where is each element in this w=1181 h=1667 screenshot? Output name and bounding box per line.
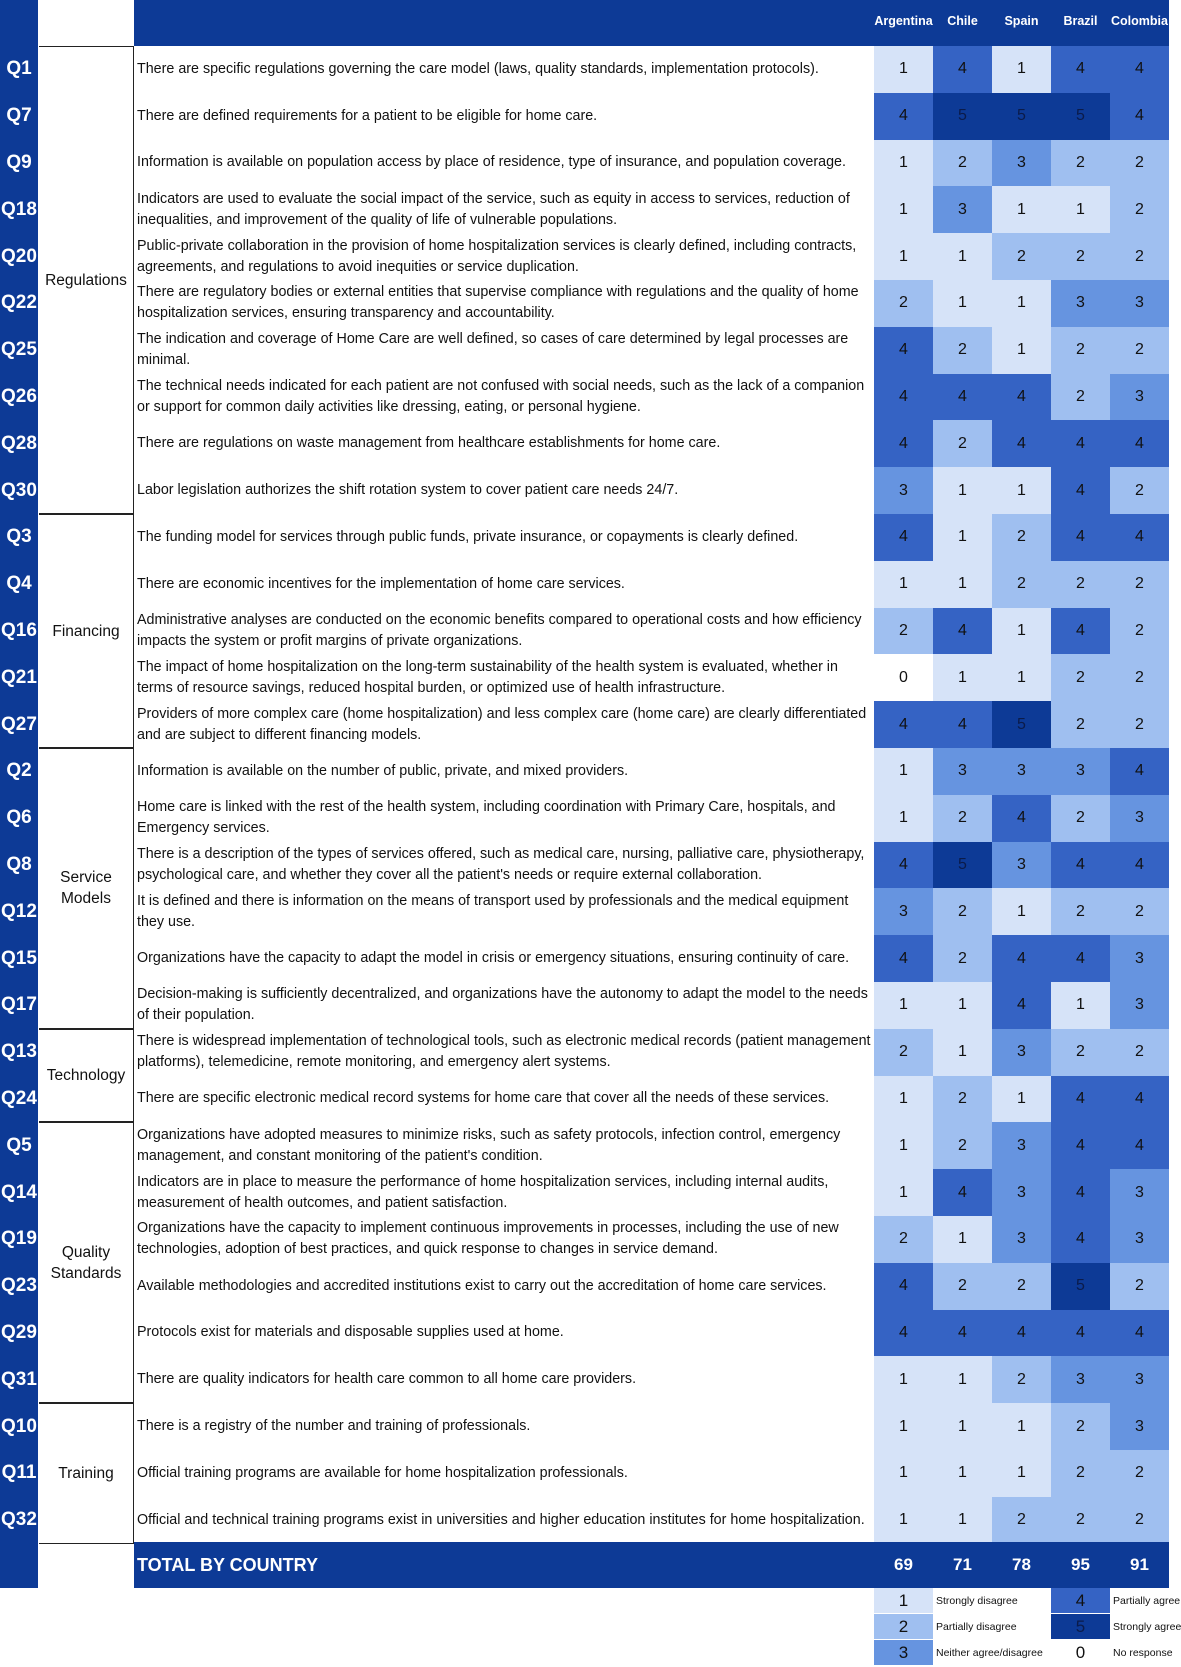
category-label: Technology [39,1029,134,1123]
heatmap-cell: 4 [992,982,1051,1029]
heatmap-cell: 4 [1110,514,1169,561]
heatmap-cell: 1 [874,1497,933,1544]
heatmap-cell: 2 [1051,654,1110,701]
heatmap-cell: 3 [874,467,933,514]
heatmap-cell: 1 [992,1403,1051,1450]
question-id: Q4 [0,561,38,608]
heatmap-cell: 2 [1051,327,1110,374]
legend-swatch: 5 [1051,1614,1110,1639]
question-text: There are regulatory bodies or external entities that supervise compliance with regulations and the quality of home hospitalization services, ensuring transparency and accountability. [137,284,859,322]
question-id: Q19 [0,1216,38,1263]
heatmap-cell: 4 [1110,420,1169,467]
question-text: There are regulations on waste management from healthcare establishments for home care. [137,435,721,452]
heatmap-cell: 2 [992,561,1051,608]
heatmap-cell: 1 [933,1450,992,1497]
heatmap-cell: 3 [992,1169,1051,1216]
heatmap-cell: 2 [992,1356,1051,1403]
heatmap-cell: 1 [874,46,933,93]
question-id: Q21 [0,654,38,701]
legend-swatch: 3 [874,1640,933,1665]
totals-label: TOTAL BY COUNTRY [137,1554,319,1575]
question-text: There is widespread implementation of technological tools, such as electronic medical records (patient management platforms), telemedicine, remote monitoring, and emergency alert systems. [137,1033,871,1071]
question-id: Q32 [0,1497,38,1544]
question-id: Q31 [0,1356,38,1403]
question-id: Q23 [0,1263,38,1310]
heatmap-cell: 4 [1051,842,1110,889]
heatmap-cell: 4 [933,1169,992,1216]
heatmap-cell: 1 [992,327,1051,374]
question-id: Q29 [0,1310,38,1357]
heatmap-cell: 2 [1051,1497,1110,1544]
heatmap-cell: 2 [1110,467,1169,514]
heatmap-cell: 1 [874,748,933,795]
question-text: Public-private collaboration in the provision of home hospitalization services is clearly defined, including contracts, agreements, and regulations to avoid inequities or service duplication. [137,237,857,275]
heatmap-cell: 4 [1110,1122,1169,1169]
heatmap-cell: 2 [933,140,992,187]
heatmap-cell: 2 [874,1029,933,1076]
question-id: Q7 [0,93,38,140]
question-text: The technical needs indicated for each patient are not confused with social needs, such as the lack of a companion or support for common daily activities like dressing, eating, or personal hygiene. [137,377,865,415]
heatmap-cell: 0 [874,654,933,701]
question-text: There are economic incentives for the implementation of home care services. [137,575,625,592]
heatmap-cell: 3 [992,140,1051,187]
column-header-argentina: Argentina [874,14,933,28]
heatmap-cell: 1 [992,46,1051,93]
question-text: The indication and coverage of Home Care are well defined, so cases of care determined by legal processes are minimal. [137,331,849,369]
heatmap-cell: 1 [874,1169,933,1216]
heatmap-cell: 3 [1110,795,1169,842]
question-id: Q8 [0,842,38,889]
heatmap-cell: 3 [933,186,992,233]
category-label: Service Models [39,748,134,1029]
column-header-brazil: Brazil [1063,14,1098,28]
column-header-chile: Chile [947,14,978,28]
heatmap-cell: 2 [1110,186,1169,233]
question-text: Protocols exist for materials and disposable supplies used at home. [137,1324,564,1341]
question-id: Q18 [0,186,38,233]
heatmap-cell: 1 [874,1076,933,1123]
heatmap-cell: 1 [874,561,933,608]
heatmap-cell: 1 [933,1216,992,1263]
heatmap-cell: 3 [1110,982,1169,1029]
heatmap-cell: 4 [1110,93,1169,140]
heatmap-cell: 4 [1051,420,1110,467]
heatmap-cell: 4 [874,374,933,421]
question-text: Organizations have adopted measures to minimize risks, such as safety protocols, infection control, emergency management, and constant monitoring of the patient's condition. [137,1126,841,1164]
heatmap-cell: 3 [1110,1356,1169,1403]
heatmap-cell: 1 [992,467,1051,514]
column-header-spain: Spain [1004,14,1039,28]
heatmap-cell: 2 [1110,1263,1169,1310]
heatmap-cell: 5 [1051,1263,1110,1310]
question-text: Information is available on population access by place of residence, type of insurance, and population coverage. [137,154,846,171]
heatmap-cell: 5 [933,93,992,140]
heatmap-cell: 1 [992,1076,1051,1123]
heatmap-cell: 1 [933,233,992,280]
heatmap-cell: 2 [992,233,1051,280]
heatmap-cell: 2 [933,795,992,842]
legend-label: Partially agree [1113,1594,1181,1607]
question-text: Organizations have the capacity to implement continuous improvements in processes, including the use of new technologies, adoption of best practices, and quick response to changes in service demand. [137,1220,839,1258]
heatmap-cell: 2 [1110,561,1169,608]
total-value: 78 [1012,1555,1031,1574]
question-id: Q12 [0,888,38,935]
heatmap-cell: 2 [933,1122,992,1169]
heatmap-cell: 1 [874,1122,933,1169]
heatmap-cell: 3 [1110,1169,1169,1216]
heatmap-cell: 2 [1110,654,1169,701]
heatmap-cell: 1 [992,1450,1051,1497]
heatmap-cell: 4 [874,1263,933,1310]
heatmap-cell: 2 [1051,561,1110,608]
question-text: Decision-making is sufficiently decentralized, and organizations have the autonomy to adapt the model to the needs of their population. [137,986,868,1024]
question-id: Q16 [0,608,38,655]
question-id: Q11 [0,1450,38,1497]
heatmap-cell: 4 [1110,1076,1169,1123]
question-id: Q1 [0,46,38,93]
question-id: Q30 [0,467,38,514]
heatmap-cell: 2 [1051,1403,1110,1450]
question-text: There are specific regulations governing the care model (laws, quality standards, implementation protocols). [137,60,819,77]
heatmap-cell: 3 [1051,280,1110,327]
legend-label: Partially disagree [936,1620,1017,1633]
heatmap-cell: 2 [1051,701,1110,748]
total-value: 91 [1130,1555,1149,1574]
question-id: Q25 [0,327,38,374]
question-id: Q15 [0,935,38,982]
heatmap-cell: 2 [933,327,992,374]
heatmap-cell: 3 [992,842,1051,889]
heatmap-cell: 2 [1051,888,1110,935]
question-text: Indicators are in place to measure the performance of home hospitalization services, including internal audits, measurement of health outcomes, and patient satisfaction. [137,1173,829,1211]
total-value: 71 [953,1555,972,1574]
heatmap-cell: 2 [1110,1497,1169,1544]
heatmap-cell: 2 [1051,374,1110,421]
question-id: Q22 [0,280,38,327]
heatmap-cell: 1 [933,467,992,514]
heatmap-cell: 4 [1110,748,1169,795]
heatmap-cell: 1 [874,1450,933,1497]
question-text: Administrative analyses are conducted on the economic benefits compared to operational costs and how efficiency impacts the system or profit margins of private organizations. [137,611,862,649]
question-text: Home care is linked with the rest of the health system, including coordination with Primary Care, hospitals, and Emergency services. [137,799,836,837]
heatmap-cell: 4 [1051,1169,1110,1216]
heatmap-cell: 5 [992,93,1051,140]
heatmap-cell: 2 [874,280,933,327]
question-id: Q14 [0,1169,38,1216]
heatmap-cell: 1 [992,186,1051,233]
category-label: Training [39,1403,134,1543]
heatmap-cell: 1 [933,654,992,701]
heatmap-cell: 4 [874,327,933,374]
question-text: Official training programs are available for home hospitalization professionals. [137,1464,628,1481]
heatmap-cell: 3 [1051,1356,1110,1403]
heatmap-cell: 4 [1051,935,1110,982]
heatmap-cell: 1 [933,982,992,1029]
heatmap-cell: 2 [992,1263,1051,1310]
heatmap-cell: 1 [933,514,992,561]
heatmap-cell: 1 [874,186,933,233]
heatmap-cell: 5 [992,701,1051,748]
question-id: Q3 [0,514,38,561]
question-id: Q5 [0,1122,38,1169]
heatmap-cell: 2 [1110,1450,1169,1497]
question-id: Q17 [0,982,38,1029]
question-id: Q10 [0,1403,38,1450]
question-id: Q28 [0,420,38,467]
heatmap-cell: 2 [992,1497,1051,1544]
heatmap-cell: 3 [1110,374,1169,421]
heatmap-cell: 3 [992,1122,1051,1169]
question-id: Q24 [0,1076,38,1123]
heatmap-cell: 4 [1051,46,1110,93]
question-id: Q6 [0,795,38,842]
heatmap-cell: 5 [1051,93,1110,140]
heatmap-cell: 4 [1110,842,1169,889]
heatmap-cell: 1 [874,233,933,280]
question-text: There is a description of the types of services offered, such as medical care, nursing, palliative care, physiotherapy, psychological care, and whether they cover all the patient's needs or require external collaboration. [137,845,865,883]
total-value: 69 [894,1555,913,1574]
heatmap-cell: 4 [933,46,992,93]
heatmap-cell: 3 [1110,1403,1169,1450]
heatmap-cell: 1 [1051,186,1110,233]
heatmap-cell: 2 [933,1263,992,1310]
header-corner [0,0,38,46]
heatmap-cell: 3 [1051,748,1110,795]
heatmap-cell: 2 [1051,1029,1110,1076]
heatmap-cell: 3 [1110,935,1169,982]
heatmap-cell: 1 [933,1403,992,1450]
column-header-colombia: Colombia [1111,14,1168,28]
heatmap-cell: 3 [992,1216,1051,1263]
heatmap-cell: 2 [933,888,992,935]
heatmap-cell: 3 [1110,1216,1169,1263]
legend-label: Neither agree/disagree [936,1646,1043,1659]
heatmap-cell: 2 [933,420,992,467]
category-label: Regulations [39,46,134,514]
heatmap-cell: 2 [1110,233,1169,280]
heatmap-cell: 4 [933,608,992,655]
heatmap-cell: 4 [874,514,933,561]
heatmap-cell: 1 [1051,982,1110,1029]
question-id: Q20 [0,233,38,280]
heatmap-cell: 2 [874,608,933,655]
heatmap-cell: 4 [933,374,992,421]
heatmap-cell: 3 [1110,280,1169,327]
heatmap-cell: 2 [1051,1450,1110,1497]
total-value: 95 [1071,1555,1090,1574]
heatmap-cell: 2 [1051,233,1110,280]
question-id: Q9 [0,140,38,187]
question-id: Q13 [0,1029,38,1076]
heatmap-cell: 1 [933,280,992,327]
legend-swatch: 4 [1051,1588,1110,1613]
question-text: The impact of home hospitalization on the long-term sustainability of the health system is evaluated, whether in terms of resource savings, reduced hospital burden, or optimized use of health infrastructure. [137,658,838,696]
heatmap-cell: 1 [992,888,1051,935]
question-text: Providers of more complex care (home hospitalization) and less complex care (home care) are clearly differentiated and are subject to different financing models. [137,705,867,743]
heatmap-cell: 5 [933,842,992,889]
heatmap-cell: 2 [1110,888,1169,935]
heatmap-cell: 4 [1051,1076,1110,1123]
heatmap-cell: 4 [1110,1310,1169,1357]
heatmap-cell: 1 [992,654,1051,701]
heatmap-cell: 1 [874,982,933,1029]
heatmap-cell: 3 [933,748,992,795]
question-text: There are specific electronic medical record systems for home care that cover all the needs of these services. [137,1090,830,1107]
question-text: There are defined requirements for a patient to be eligible for home care. [137,107,598,124]
heatmap-cell: 4 [874,842,933,889]
heatmap-cell: 2 [1110,608,1169,655]
legend-swatch: 2 [874,1614,933,1639]
heatmap-cell: 4 [1051,1310,1110,1357]
heatmap-cell: 4 [992,935,1051,982]
legend-label: Strongly disagree [936,1594,1018,1607]
heatmap-cell: 2 [1051,140,1110,187]
heatmap-cell: 1 [933,561,992,608]
category-label: Financing [39,514,134,748]
heatmap-cell: 2 [933,1076,992,1123]
question-text: There are quality indicators for health care common to all home care providers. [137,1371,637,1388]
question-text: The funding model for services through public funds, private insurance, or copayments is clearly defined. [137,528,799,545]
heatmap-cell: 2 [1110,701,1169,748]
heatmap-cell: 4 [1051,514,1110,561]
heatmap-cell: 3 [992,1029,1051,1076]
heatmap-cell: 3 [874,888,933,935]
heatmap-cell: 2 [933,935,992,982]
question-text: Information is available on the number of public, private, and mixed providers. [137,762,629,779]
heatmap-cell: 2 [1110,140,1169,187]
question-text: It is defined and there is information on the means of transport used by professionals and the medical equipment they use. [137,892,849,930]
heatmap-cell: 4 [874,420,933,467]
heatmap-cell: 4 [992,795,1051,842]
heatmap-cell: 1 [992,608,1051,655]
question-text: Indicators are used to evaluate the social impact of the service, such as equity in access to services, reduction of inequalities, and improvement of the quality of life of vulnerable populations. [137,190,850,228]
heatmap-cell: 1 [933,1497,992,1544]
heatmap-cell: 4 [1051,608,1110,655]
legend-label: No response [1113,1646,1173,1659]
question-text: Available methodologies and accredited institutions exist to carry out the accreditation of home care services. [137,1277,827,1294]
heatmap-cell: 4 [933,701,992,748]
heatmap-cell: 1 [874,1403,933,1450]
heatmap-cell: 4 [1051,467,1110,514]
heatmap-cell: 4 [874,935,933,982]
heatmap-cell: 4 [992,420,1051,467]
heatmap-cell: 4 [1051,1122,1110,1169]
heatmap-cell: 4 [874,1310,933,1357]
question-text: Labor legislation authorizes the shift rotation system to cover patient care needs 24/7. [137,482,679,499]
question-id: Q2 [0,748,38,795]
heatmap-cell: 2 [1110,327,1169,374]
heatmap-cell: 1 [874,795,933,842]
legend-swatch: 0 [1051,1640,1110,1665]
question-text: There is a registry of the number and training of professionals. [137,1418,531,1435]
heatmap-cell: 3 [992,748,1051,795]
heatmap-cell: 4 [992,374,1051,421]
heatmap-cell: 1 [874,1356,933,1403]
question-text: Official and technical training programs exist in universities and higher education institutes for home hospitalization. [137,1511,865,1528]
question-text: Organizations have the capacity to adapt the model in crisis or emergency situations, ensuring continuity of care. [137,950,850,967]
heatmap-cell: 1 [933,1356,992,1403]
heatmap-cell: 4 [874,93,933,140]
heatmap-cell: 1 [992,280,1051,327]
legend-swatch: 1 [874,1588,933,1613]
heatmap-cell: 2 [874,1216,933,1263]
heatmap-cell: 4 [992,1310,1051,1357]
heatmap-cell: 1 [933,1029,992,1076]
category-label: Quality Standards [39,1122,134,1403]
heatmap-cell: 2 [992,514,1051,561]
heatmap-cell: 2 [1110,1029,1169,1076]
legend-label: Strongly agree [1113,1620,1181,1633]
heatmap-cell: 4 [1051,1216,1110,1263]
heatmap-cell: 1 [874,140,933,187]
question-id: Q26 [0,374,38,421]
heatmap-cell: 4 [1110,46,1169,93]
totals-corner [0,1542,38,1588]
heatmap-cell: 4 [933,1310,992,1357]
question-id: Q27 [0,701,38,748]
heatmap-cell: 2 [1051,795,1110,842]
heatmap-cell: 4 [874,701,933,748]
